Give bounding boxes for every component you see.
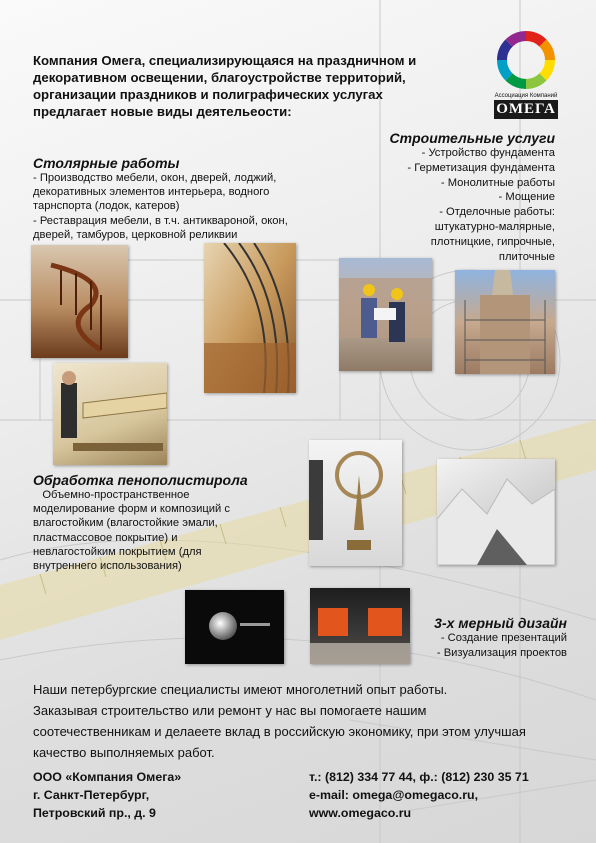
construction-line: - Устройство фундамента xyxy=(421,147,555,159)
city: г. Санкт-Петербург, xyxy=(33,788,150,802)
logo-ring-segment xyxy=(543,43,550,60)
foam-line: Объемно-пространственное xyxy=(33,489,190,501)
design3d-title: 3-х мерный дизайн xyxy=(434,615,567,631)
wooden-window-frame-photo xyxy=(204,243,296,393)
intro-line: декоративном освещении, благоустройстве территорий, xyxy=(33,70,406,85)
body-line: соотечественникам и делаеете вклад в российскую экономику, при этом улучшая xyxy=(33,724,526,739)
street-address: Петровский пр., д. 9 xyxy=(33,806,156,820)
construction-line: - Герметизация фундамента xyxy=(407,161,555,174)
design3d-line: - Создание презентаций xyxy=(440,632,567,644)
email-link[interactable]: e-mail: omega@omegaco.ru, xyxy=(309,788,479,802)
foam-line: внутреннего использования) xyxy=(33,560,182,573)
carpentry-line: - Реставрация мебели, в т.ч. антикварoной, окон, xyxy=(33,214,288,227)
carpentry-text xyxy=(33,171,333,242)
phone-fax: т.: (812) 334 77 44, ф.: (812) 230 35 71 xyxy=(309,770,529,784)
foam-title: Обработка пенополистирола xyxy=(33,472,248,488)
logo-ring-segment xyxy=(509,36,526,43)
carpentry-line: дверей, тамбуров, церковной реликвии xyxy=(33,228,238,241)
intro-text xyxy=(33,52,453,120)
omega-logo xyxy=(490,27,562,121)
construction-line: - Монолитные работы xyxy=(440,176,555,189)
carpentry-line: - Производство мебели, окон, дверей, лоджий, xyxy=(33,172,277,184)
logo-caption: Ассоциация Компаний xyxy=(494,93,558,99)
construction-text xyxy=(355,146,555,264)
foam-line: пластмассовое покрытие) и xyxy=(33,531,178,544)
workshop-craftsman-photo xyxy=(53,363,167,465)
footer-address xyxy=(33,768,181,822)
carpentry-line: декоративных элементов интерьера, водного xyxy=(33,186,270,199)
foam-sculpture-figure-photo xyxy=(309,440,402,566)
foam-line: влагостойким (влагостойкие эмали, xyxy=(33,517,218,530)
body-line: Заказывая строительство или ремонт у нас вы помогаете нашим xyxy=(33,703,427,718)
construction-line: плотницкие, гипрочные, xyxy=(430,235,555,248)
logo-ring-segment xyxy=(526,36,543,43)
design3d-section xyxy=(395,615,567,661)
foam-section xyxy=(33,472,303,573)
construction-title: Строительные услуги xyxy=(389,130,555,146)
closing-paragraph xyxy=(33,679,563,763)
foam-cave-interior-photo xyxy=(437,459,555,565)
3d-presentation-render-photo xyxy=(185,590,284,664)
intro-line: предлагает новые виды деятельеости: xyxy=(33,104,292,119)
carpentry-section xyxy=(33,155,333,242)
intro-line: Компания Омега, специализирующаяся на праздничном и xyxy=(33,53,417,68)
construction-line: - Мощение xyxy=(498,191,555,204)
color-ring-icon xyxy=(490,27,562,93)
construction-line: плиточные xyxy=(498,250,555,263)
foam-line: невлагостойким покрытием (для xyxy=(33,545,202,558)
website-link[interactable]: www.omegaco.ru xyxy=(309,806,412,820)
design3d-line: - Визуализация проектов xyxy=(436,647,567,659)
intro-line: организации праздников и полиграфических услугах xyxy=(33,87,383,102)
construction-line: - Отделочные работы: xyxy=(439,206,555,219)
company-name: ООО «Компания Омега» xyxy=(33,770,182,784)
construction-line: штукатурно-малярные, xyxy=(434,220,555,233)
construction-section xyxy=(355,130,555,264)
logo-ring-segment xyxy=(526,77,543,84)
design3d-text xyxy=(395,631,567,661)
carpentry-title: Столярные работы xyxy=(33,155,180,171)
body-line: Наши петербургские специалисты имеют многолетний опыт работы. xyxy=(33,682,448,697)
carpentry-line: тарнспорта (лодок, катеров) xyxy=(33,200,180,213)
logo-ring-segment xyxy=(502,60,509,77)
foam-text xyxy=(33,488,303,573)
logo-ring-segment xyxy=(509,77,526,84)
body-line: качество выполняемых работ. xyxy=(33,745,215,760)
spiral-staircase-photo xyxy=(31,245,128,358)
construction-workers-photo xyxy=(339,258,432,371)
foam-line: моделирование форм и композиций с xyxy=(33,503,230,516)
building-scaffolding-photo xyxy=(455,270,555,374)
logo-ring-segment xyxy=(502,43,509,60)
logo-wordmark: ОМЕГА xyxy=(494,100,558,119)
logo-ring-segment xyxy=(543,60,550,77)
footer-contacts xyxy=(309,768,529,822)
